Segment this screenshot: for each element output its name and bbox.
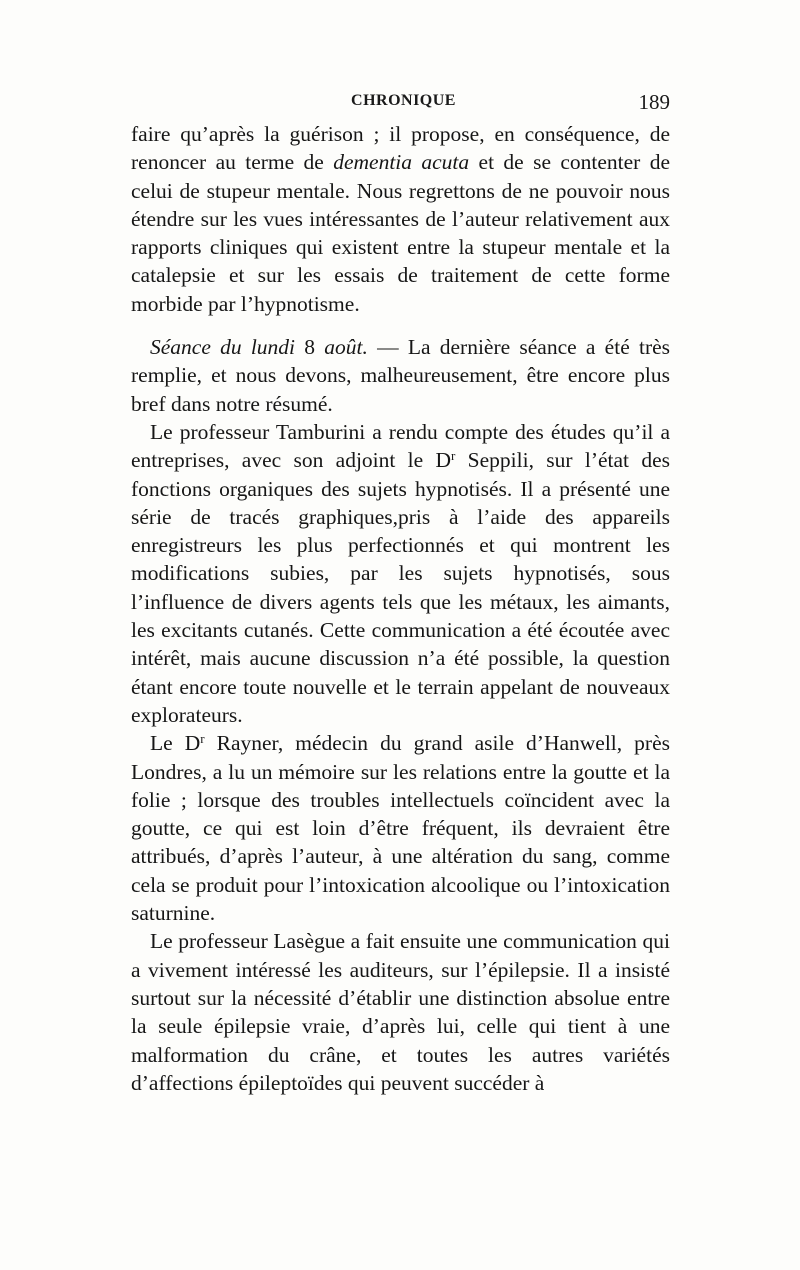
page-number: 189 <box>638 90 670 114</box>
text-run: faire qu’après la guérison ; il propose, en conséquence, de renoncer au terme de <box>131 122 670 175</box>
superscript-run: r <box>200 731 205 747</box>
text-run: Le D <box>150 731 201 756</box>
running-title: CHRONIQUE <box>351 92 456 109</box>
paragraph-tamburini <box>131 418 670 729</box>
paragraph-rayner <box>131 729 670 927</box>
paragraph-lasegue <box>131 927 670 1097</box>
running-head <box>131 92 670 116</box>
italic-run: dementia acuta <box>333 150 470 175</box>
text-run: — La dernière séance a été très remplie, et nous devons, malheureusement, être encore plus bref dans notre résumé. <box>131 335 671 416</box>
text-run: et de se contenter de celui de stupeur mentale. Nous regrettons de ne pouvoir nous étendre sur les vues intéressantes de l’auteur relativement aux rapports cliniques qui existent entre la stupeur mentale et la catalepsie et sur les essais de traitement de cette forme morbide par l’hypnotisme. <box>131 150 670 316</box>
italic-run: Séance du lundi <box>150 335 296 360</box>
text-run: Le professeur Tamburini a rendu compte des études qu’il a entreprises, avec son adjoint le D <box>131 419 670 473</box>
body-text <box>131 120 670 1097</box>
superscript-run: r <box>451 448 456 464</box>
paragraph-seance <box>131 333 670 418</box>
text-run: 8 <box>295 335 325 360</box>
text-run: Seppili, sur l’état des fonctions organiques des sujets hypnotisés. Il a présenté une série de tracés graphiques,pris à l’aide des appareils enregistreurs les plus perfectionnés et qui montrent les modifications subies, par les sujets hypnotisés, sous l’influence de divers agents tels que les métaux, les aimants, les excitants cutanés. Cette communication a été écoutée avec intérêt, mais aucune discussion n’a été possible, la question étant encore toute nouvelle et le terrain appelant de nouveaux explorateurs. <box>131 448 670 727</box>
text-run: Rayner, médecin du grand asile d’Hanwell, près Londres, a lu un mémoire sur les relations entre la goutte et la folie ; lorsque des troubles intellectuels coïncident avec la goutte, ce qui est loin d’être fréquent, ils devraient être attribués, d’après l’auteur, à une altération du sang, comme cela se produit pour l’intoxication alcoolique ou l’intoxication saturnine. <box>131 731 670 926</box>
paragraph-stupeur <box>131 120 670 318</box>
italic-run: août. <box>324 335 368 360</box>
text-run: Le professeur Lasègue a fait ensuite une communication qui a vivement intéressé les auditeurs, sur l’épilepsie. Il a insisté surtout sur la nécessité d’établir une distinction absolue entre la seule épilepsie vraie, d’après lui, celle qui tient à une malformation du crâne, et toutes les autres variétés d’affections épileptoïdes qui peuvent succéder à <box>131 929 670 1095</box>
